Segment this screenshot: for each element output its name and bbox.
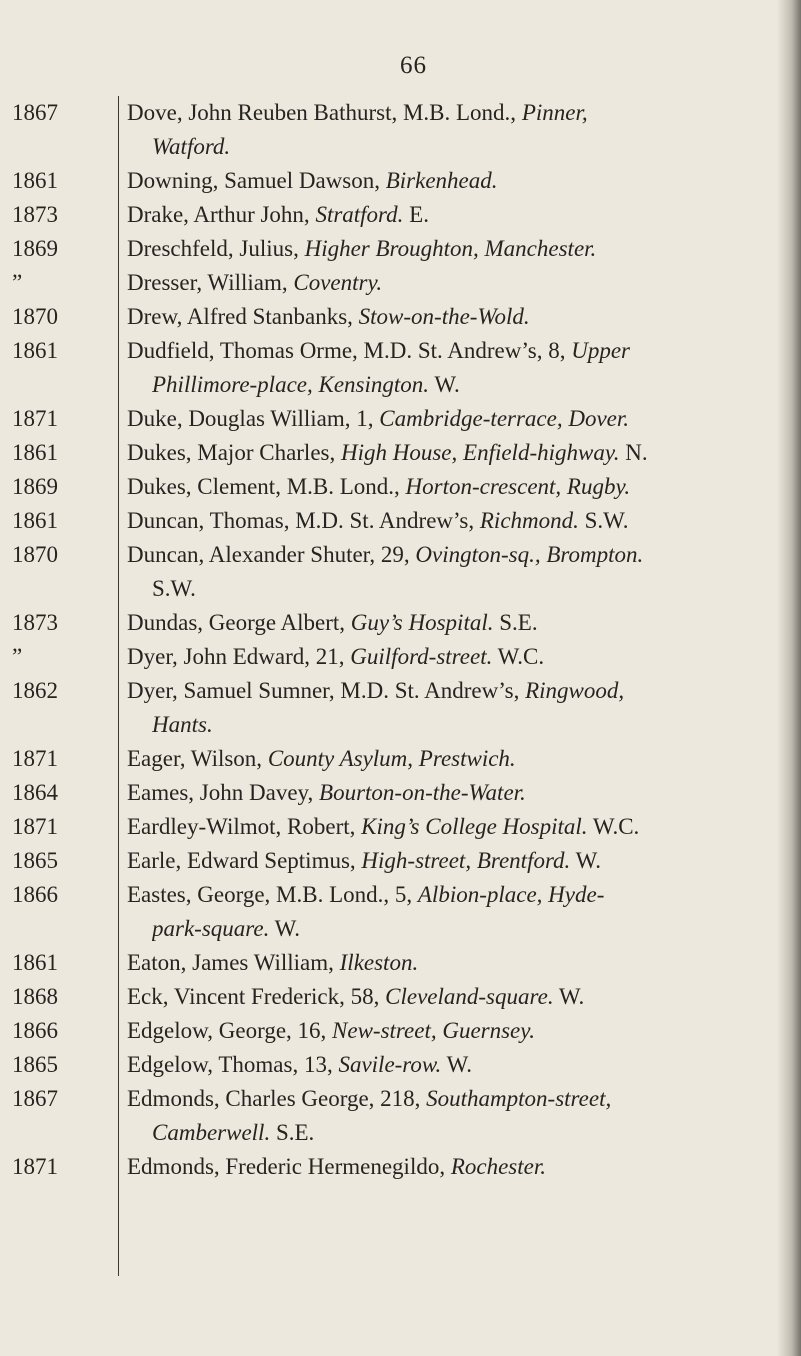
entry-text-part: S.E. <box>270 1120 315 1145</box>
entry-text-part: Duncan, Alexander Shuter, 29, <box>127 542 416 567</box>
entry-address-italic: High House, Enfield-highway. <box>341 440 620 465</box>
entry-text-part: Dreschfeld, Julius, <box>127 236 305 261</box>
entry-text-part: W. <box>429 372 460 397</box>
entry-text-part: Edmonds, Charles George, 218, <box>127 1086 427 1111</box>
entry-text-part: Dudfield, Thomas Orme, M.D. St. Andrew’s, 8, <box>127 338 572 363</box>
entry-text <box>127 674 787 708</box>
entry-text-part: Eager, Wilson, <box>127 746 268 771</box>
entry-text <box>127 640 787 674</box>
entry-address-italic: Higher Broughton, Manchester. <box>304 236 597 261</box>
entry-text-continuation <box>152 572 787 606</box>
entry-year: 1871 <box>12 746 58 771</box>
entry-text <box>127 538 787 572</box>
entry-text <box>127 742 787 776</box>
entry-text <box>127 776 787 810</box>
entry-address-italic: New-street, Guernsey. <box>332 1018 535 1043</box>
entry-row <box>0 96 801 130</box>
entry-text <box>127 1150 787 1184</box>
entry-row <box>0 1082 801 1116</box>
entry-text-part: Dundas, George Albert, <box>127 610 351 635</box>
entry-year: 1873 <box>12 202 58 227</box>
entry-year: 1861 <box>12 168 58 193</box>
entry-year: 1866 <box>12 882 58 907</box>
entry-row <box>0 198 801 232</box>
entry-row <box>0 776 801 810</box>
entry-text-continuation <box>152 1116 787 1150</box>
entry-year: 1861 <box>12 338 58 363</box>
entry-text-continuation <box>152 912 787 946</box>
entry-continuation-row <box>0 1116 801 1150</box>
entry-text-part: S.W. <box>578 508 629 533</box>
entry-row <box>0 1048 801 1082</box>
entry-row <box>0 538 801 572</box>
entry-text-part: Edmonds, Frederic Hermenegildo, <box>127 1154 451 1179</box>
entry-text-part: W. <box>553 984 585 1009</box>
entry-text-part: Dyer, John Edward, 21, <box>127 644 351 669</box>
entry-year: 1864 <box>12 780 58 805</box>
entry-address-italic: Camberwell. <box>152 1120 271 1145</box>
entry-year: 1866 <box>12 1018 58 1043</box>
entry-row <box>0 266 801 300</box>
entry-text-part: Eastes, George, M.B. Lond., 5, <box>127 882 418 907</box>
entry-address-italic: Stratford. <box>315 202 404 227</box>
entry-row <box>0 946 801 980</box>
entry-address-italic: Southampton-street, <box>426 1086 612 1111</box>
entry-address-italic: Watford. <box>152 134 231 159</box>
entry-year: 1865 <box>12 848 58 873</box>
entry-text <box>127 878 787 912</box>
entry-text <box>127 810 787 844</box>
entry-row <box>0 606 801 640</box>
entry-text <box>127 96 787 130</box>
entry-year: 1871 <box>12 1154 58 1179</box>
entry-text-part: Eaton, James William, <box>127 950 340 975</box>
entry-row <box>0 1150 801 1184</box>
entry-row <box>0 980 801 1014</box>
entry-year: 1862 <box>12 678 58 703</box>
entry-row <box>0 1014 801 1048</box>
entry-continuation-row <box>0 572 801 606</box>
entry-text-part: W.C. <box>587 814 640 839</box>
entry-year: 1861 <box>12 950 58 975</box>
entry-text-part: Eck, Vincent Frederick, 58, <box>127 984 386 1009</box>
entry-row <box>0 402 801 436</box>
entry-row <box>0 640 801 674</box>
entry-year: 1870 <box>12 304 58 329</box>
entry-address-italic: Birkenhead. <box>385 168 498 193</box>
entry-address-italic: Cleveland-square. <box>385 984 554 1009</box>
entry-text-part: Dukes, Clement, M.B. Lond., <box>127 474 406 499</box>
entry-address-italic: Stow-on-the-Wold. <box>358 304 530 329</box>
entry-text-part: Dyer, Samuel Sumner, M.D. St. Andrew’s, <box>127 678 526 703</box>
entry-year: 1873 <box>12 610 58 635</box>
entry-text-part: Drake, Arthur John, <box>127 202 316 227</box>
entry-row <box>0 470 801 504</box>
entry-year: ” <box>12 270 23 295</box>
page-edge-shadow <box>777 0 801 1356</box>
entry-year: 1869 <box>12 236 58 261</box>
entry-text-part: Duke, Douglas William, 1, <box>127 406 380 431</box>
entry-year: 1861 <box>12 440 58 465</box>
entry-text <box>127 436 787 470</box>
entry-address-italic: King’s College Hospital. <box>361 814 588 839</box>
entry-address-italic: County Asylum, Prestwich. <box>267 746 516 771</box>
entry-year: 1871 <box>12 406 58 431</box>
entry-text-part: Dukes, Major Charles, <box>127 440 341 465</box>
entry-text <box>127 946 787 980</box>
entry-row <box>0 844 801 878</box>
entry-text-part: N. <box>619 440 648 465</box>
entry-text <box>127 470 787 504</box>
entry-address-italic: Guy’s Hospital. <box>350 610 494 635</box>
entry-text <box>127 334 787 368</box>
entry-row <box>0 504 801 538</box>
entry-text-part: Dove, John Reuben Bathurst, M.B. Lond., <box>127 100 522 125</box>
entry-text-part: W.C. <box>492 644 545 669</box>
entry-continuation-row <box>0 368 801 402</box>
entry-address-italic: Cambridge-terrace, Dover. <box>379 406 630 431</box>
entry-continuation-row <box>0 708 801 742</box>
entry-text <box>127 1014 787 1048</box>
entry-text-part: Edgelow, Thomas, 13, <box>127 1052 339 1077</box>
entry-text-part: E. <box>403 202 429 227</box>
entry-text <box>127 198 787 232</box>
entry-address-italic: Richmond. <box>479 508 579 533</box>
entry-year: 1867 <box>12 100 58 125</box>
entry-address-italic: Coventry. <box>293 270 383 295</box>
entry-address-italic: High-street, Brentford. <box>361 848 571 873</box>
entry-address-italic: Albion-place, Hyde- <box>417 882 605 907</box>
entry-year: 1869 <box>12 474 58 499</box>
entry-address-italic: Savile-row. <box>338 1052 442 1077</box>
entry-continuation-row <box>0 130 801 164</box>
entry-address-italic: Hants. <box>152 712 213 737</box>
entry-row <box>0 674 801 708</box>
entry-text <box>127 232 787 266</box>
entry-address-italic: Guilford-street. <box>350 644 493 669</box>
entry-text-continuation <box>152 368 787 402</box>
entry-row <box>0 334 801 368</box>
entry-text-part: Earle, Edward Septimus, <box>127 848 362 873</box>
entry-text-part: Downing, Samuel Dawson, <box>127 168 386 193</box>
entry-row <box>0 878 801 912</box>
entry-year: 1870 <box>12 542 58 567</box>
entry-row <box>0 164 801 198</box>
entry-text <box>127 266 787 300</box>
entry-address-italic: Horton-crescent, Rugby. <box>405 474 631 499</box>
entry-address-italic: Upper <box>571 338 630 363</box>
entry-row <box>0 742 801 776</box>
entry-row <box>0 232 801 266</box>
entry-address-italic: park-square. <box>152 916 270 941</box>
entry-text-part: Edgelow, George, 16, <box>127 1018 333 1043</box>
entry-text-continuation <box>152 708 787 742</box>
entry-address-italic: Rochester. <box>450 1154 547 1179</box>
entry-text-part: W. <box>441 1052 472 1077</box>
entry-year: ” <box>12 644 23 669</box>
entry-text <box>127 1082 787 1116</box>
entry-year: 1871 <box>12 814 58 839</box>
entry-text-part: Drew, Alfred Stanbanks, <box>127 304 359 329</box>
entry-text <box>127 1048 787 1082</box>
entry-text <box>127 300 787 334</box>
register-entries <box>0 96 801 1184</box>
entry-text-part: W. <box>269 916 301 941</box>
entry-text <box>127 844 787 878</box>
entry-text-part: Eames, John Davey, <box>127 780 320 805</box>
entry-text-continuation <box>152 130 787 164</box>
entry-year: 1861 <box>12 508 58 533</box>
entry-text <box>127 606 787 640</box>
entry-address-italic: Bourton-on-the-Water. <box>319 780 526 805</box>
entry-text-part: Eardley-Wilmot, Robert, <box>127 814 362 839</box>
entry-address-italic: Phillimore-place, Kensington. <box>152 372 430 397</box>
entry-year: 1865 <box>12 1052 58 1077</box>
entry-text-part: S.W. <box>152 576 196 601</box>
entry-address-italic: Pinner, <box>521 100 588 125</box>
entry-text-part: S.E. <box>493 610 538 635</box>
entry-text <box>127 164 787 198</box>
entry-row <box>0 300 801 334</box>
entry-text-part: W. <box>570 848 601 873</box>
entry-text-part: Duncan, Thomas, M.D. St. Andrew’s, <box>127 508 480 533</box>
entry-text <box>127 402 787 436</box>
entry-year: 1867 <box>12 1086 58 1111</box>
entry-row <box>0 810 801 844</box>
page-number: 66 <box>400 52 427 79</box>
entry-year: 1868 <box>12 984 58 1009</box>
entry-text-part: Dresser, William, <box>127 270 294 295</box>
entry-continuation-row <box>0 912 801 946</box>
entry-address-italic: Ringwood, <box>525 678 625 703</box>
entry-text <box>127 504 787 538</box>
entry-text <box>127 980 787 1014</box>
entry-row <box>0 436 801 470</box>
entry-address-italic: Ilkeston. <box>339 950 419 975</box>
entry-address-italic: Ovington-sq., Brompton. <box>415 542 644 567</box>
